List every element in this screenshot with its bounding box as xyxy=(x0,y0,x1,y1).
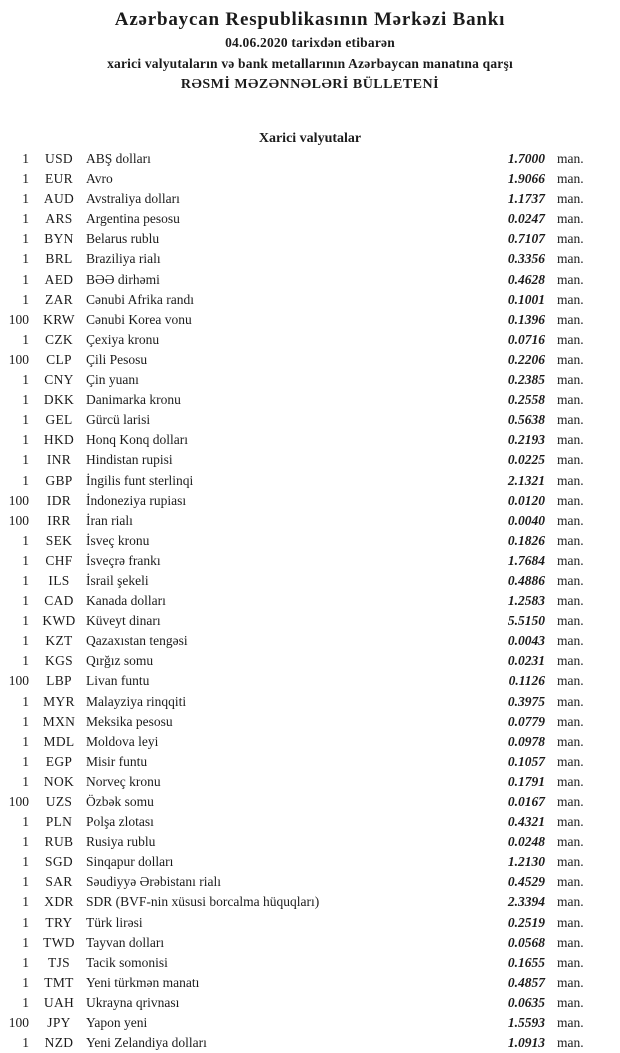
rate-value-cell: 0.0167 xyxy=(507,794,545,809)
currency-name-cell: Çexiya kronu xyxy=(86,331,160,347)
currency-name-cell: Norveç kronu xyxy=(86,773,161,789)
quantity-cell: 1 xyxy=(22,753,29,769)
currency-code-cell: KWD xyxy=(42,613,76,629)
rates-table xyxy=(0,149,620,1053)
currency-code-cell: UZS xyxy=(45,794,73,809)
currency-name-cell: Rusiya rublu xyxy=(86,834,156,850)
currency-name-cell: Danimarka kronu xyxy=(86,392,181,408)
currency-name-cell: Meksika pesosu xyxy=(86,713,173,729)
currency-code-cell: HKD xyxy=(43,432,75,448)
rate-value-cell: 0.0779 xyxy=(507,713,545,729)
rate-value-cell: 0.1057 xyxy=(507,753,545,769)
currency-code-cell: AUD xyxy=(43,191,75,207)
unit-label-cell: man. xyxy=(557,834,584,850)
rate-value-cell: 0.2558 xyxy=(507,392,545,408)
currency-code-cell: SEK xyxy=(45,532,73,548)
currency-code-cell: KRW xyxy=(43,311,75,327)
rate-value-cell: 0.2385 xyxy=(507,372,545,388)
currency-name-cell: İsveç kronu xyxy=(86,532,150,548)
currency-name-cell: Cənubi Afrika randı xyxy=(86,291,194,307)
currency-name-cell: İsveçrə frankı xyxy=(86,552,161,568)
currency-name-cell: Belarus rublu xyxy=(86,231,160,247)
rate-value-cell: 0.1826 xyxy=(507,532,545,548)
currency-code-cell: TJS xyxy=(48,954,70,970)
rate-value-cell: 0.1126 xyxy=(508,673,545,689)
currency-name-cell: Avro xyxy=(86,171,113,187)
rate-row xyxy=(0,812,620,832)
currency-name-cell: ABŞ dolları xyxy=(86,151,151,166)
rate-value-cell: 0.0043 xyxy=(507,633,545,649)
currency-code-cell: ARS xyxy=(45,211,73,227)
quantity-cell: 1 xyxy=(22,572,29,588)
quantity-cell: 1 xyxy=(22,874,29,890)
quantity-cell: 1 xyxy=(22,432,29,448)
currency-name-cell: Argentina pesosu xyxy=(86,211,180,227)
currency-name-cell: Tacik somonisi xyxy=(86,954,168,970)
quantity-cell: 1 xyxy=(22,653,29,669)
quantity-cell: 100 xyxy=(8,1015,29,1031)
quantity-cell: 1 xyxy=(22,914,29,930)
rate-row xyxy=(0,852,620,872)
rate-row xyxy=(0,330,620,350)
rate-row xyxy=(0,712,620,732)
quantity-cell: 1 xyxy=(22,974,29,990)
unit-label-cell: man. xyxy=(557,914,584,930)
currency-name-cell: Cənubi Korea vonu xyxy=(86,311,192,327)
currency-code-cell: MYR xyxy=(43,693,75,709)
rate-value-cell: 1.9066 xyxy=(507,171,545,187)
currency-name-cell: Qazaxıstan tengəsi xyxy=(86,633,188,649)
unit-label-cell: man. xyxy=(557,1015,584,1031)
rate-value-cell: 0.7107 xyxy=(507,231,545,247)
rate-value-cell: 1.7684 xyxy=(507,552,545,568)
unit-label-cell: man. xyxy=(557,412,584,428)
currency-name-cell: Küveyt dinarı xyxy=(86,613,161,629)
rate-value-cell: 1.7000 xyxy=(507,151,545,166)
bank-name-title: Azərbaycan Respublikasının Mərkəzi Bankı xyxy=(114,9,506,30)
rate-row xyxy=(0,671,620,691)
currency-code-cell: TWD xyxy=(43,934,75,950)
unit-label-cell: man. xyxy=(557,151,584,166)
rate-value-cell: 0.2206 xyxy=(507,351,545,367)
rate-row xyxy=(0,692,620,712)
unit-label-cell: man. xyxy=(557,231,584,247)
quantity-cell: 1 xyxy=(22,372,29,388)
section-title-foreign-currencies: Xarici valyutalar xyxy=(258,131,362,146)
currency-name-cell: İran rialı xyxy=(86,512,133,528)
rate-row xyxy=(0,290,620,310)
quantity-cell: 1 xyxy=(22,814,29,830)
rate-value-cell: 0.0716 xyxy=(507,331,545,347)
currency-code-cell: DKK xyxy=(43,392,75,408)
unit-label-cell: man. xyxy=(557,854,584,870)
currency-code-cell: KZT xyxy=(45,633,73,649)
unit-label-cell: man. xyxy=(557,1035,584,1051)
rate-value-cell: 0.4857 xyxy=(507,974,545,990)
unit-label-cell: man. xyxy=(557,572,584,588)
currency-code-cell: CHF xyxy=(45,552,73,568)
unit-label-cell: man. xyxy=(557,351,584,367)
rate-row xyxy=(0,732,620,752)
unit-label-cell: man. xyxy=(557,773,584,789)
currency-code-cell: RUB xyxy=(44,834,74,850)
currency-name-cell: İngilis funt sterlinqi xyxy=(86,472,194,488)
rate-value-cell: 0.0120 xyxy=(507,492,545,508)
rate-value-cell: 0.4628 xyxy=(507,271,545,287)
currency-code-cell: ZAR xyxy=(45,291,73,307)
rate-row xyxy=(0,872,620,892)
currency-name-cell: Çili Pesosu xyxy=(86,351,148,367)
currency-code-cell: ILS xyxy=(48,572,70,588)
unit-label-cell: man. xyxy=(557,432,584,448)
currency-name-cell: Ukrayna qrivnası xyxy=(86,994,180,1010)
quantity-cell: 1 xyxy=(22,291,29,307)
rate-row xyxy=(0,209,620,229)
quantity-cell: 1 xyxy=(22,392,29,408)
unit-label-cell: man. xyxy=(557,814,584,830)
currency-name-cell: İsrail şekeli xyxy=(86,572,149,588)
rate-value-cell: 0.1001 xyxy=(507,291,545,307)
rate-value-cell: 0.4321 xyxy=(507,814,545,830)
rate-value-cell: 0.0635 xyxy=(507,994,545,1010)
rate-row xyxy=(0,350,620,370)
currency-code-cell: CZK xyxy=(45,331,73,347)
quantity-cell: 100 xyxy=(8,794,29,809)
currency-name-cell: Moldova leyi xyxy=(86,733,159,749)
quantity-cell: 1 xyxy=(22,532,29,548)
currency-name-cell: BƏƏ dirhəmi xyxy=(86,271,160,287)
currency-code-cell: LBP xyxy=(46,673,72,689)
unit-label-cell: man. xyxy=(557,271,584,287)
rate-row xyxy=(0,892,620,912)
unit-label-cell: man. xyxy=(557,211,584,227)
currency-code-cell: TRY xyxy=(45,914,73,930)
unit-label-cell: man. xyxy=(557,653,584,669)
currency-code-cell: SAR xyxy=(45,874,73,890)
currency-code-cell: CAD xyxy=(44,593,74,609)
rate-row xyxy=(0,410,620,430)
quantity-cell: 1 xyxy=(22,552,29,568)
rate-row xyxy=(0,491,620,511)
currency-code-cell: SGD xyxy=(45,854,73,870)
unit-label-cell: man. xyxy=(557,613,584,629)
currency-name-cell: Çin yuanı xyxy=(86,372,139,388)
rate-value-cell: 0.0248 xyxy=(507,834,545,850)
currency-code-cell: IDR xyxy=(46,492,72,508)
rate-row xyxy=(0,531,620,551)
currency-name-cell: Yeni türkmən manatı xyxy=(86,974,200,990)
quantity-cell: 1 xyxy=(22,211,29,227)
unit-label-cell: man. xyxy=(557,994,584,1010)
currency-name-cell: Yapon yeni xyxy=(86,1015,148,1031)
effective-date-line: 04.06.2020 tarixdən etibarən xyxy=(225,35,395,50)
currency-name-cell: Səudiyyə Ərəbistanı rialı xyxy=(86,874,221,890)
rate-row xyxy=(0,993,620,1013)
quantity-cell: 1 xyxy=(22,251,29,267)
currency-name-cell: Sinqapur dolları xyxy=(86,854,174,870)
currency-code-cell: GBP xyxy=(45,472,73,488)
currency-code-cell: USD xyxy=(45,151,73,166)
rate-row xyxy=(0,651,620,671)
unit-label-cell: man. xyxy=(557,191,584,207)
quantity-cell: 1 xyxy=(22,151,29,166)
rate-value-cell: 2.1321 xyxy=(507,472,545,488)
rate-row xyxy=(0,611,620,631)
quantity-cell: 1 xyxy=(22,854,29,870)
rate-value-cell: 5.5150 xyxy=(507,613,545,629)
rate-row xyxy=(0,229,620,249)
rate-value-cell: 0.2193 xyxy=(507,432,545,448)
unit-label-cell: man. xyxy=(557,934,584,950)
quantity-cell: 100 xyxy=(8,351,29,367)
rate-row xyxy=(0,149,620,169)
quantity-cell: 1 xyxy=(22,231,29,247)
bulletin-title: RƏSMİ MƏZƏNNƏLƏRİ BÜLLETENİ xyxy=(180,77,440,92)
currency-code-cell: AED xyxy=(44,271,74,287)
rate-row xyxy=(0,310,620,330)
rate-value-cell: 1.2583 xyxy=(507,593,545,609)
unit-label-cell: man. xyxy=(557,372,584,388)
rate-row xyxy=(0,953,620,973)
rate-row xyxy=(0,591,620,611)
rate-value-cell: 2.3394 xyxy=(507,894,545,910)
rate-value-cell: 1.0913 xyxy=(507,1035,545,1051)
unit-label-cell: man. xyxy=(557,974,584,990)
currency-name-cell: Qırğız somu xyxy=(86,653,154,669)
rate-value-cell: 1.2130 xyxy=(507,854,545,870)
currency-name-cell: İndoneziya rupiası xyxy=(86,492,187,508)
rate-value-cell: 0.0040 xyxy=(507,512,545,528)
rate-value-cell: 0.5638 xyxy=(507,412,545,428)
quantity-cell: 1 xyxy=(22,934,29,950)
rate-value-cell: 0.4886 xyxy=(507,572,545,588)
currency-code-cell: MDL xyxy=(43,733,75,749)
rate-row xyxy=(0,752,620,772)
quantity-cell: 1 xyxy=(22,472,29,488)
currency-code-cell: EGP xyxy=(45,753,73,769)
currency-code-cell: JPY xyxy=(47,1015,71,1031)
unit-label-cell: man. xyxy=(557,693,584,709)
rate-row xyxy=(0,249,620,269)
rate-value-cell: 0.0231 xyxy=(507,653,545,669)
rate-row xyxy=(0,913,620,933)
currency-code-cell: EUR xyxy=(45,171,73,187)
currency-name-cell: Yeni Zelandiya dolları xyxy=(86,1035,207,1051)
rate-row xyxy=(0,1033,620,1053)
unit-label-cell: man. xyxy=(557,251,584,267)
quantity-cell: 100 xyxy=(8,311,29,327)
currency-code-cell: CNY xyxy=(44,372,74,388)
currency-code-cell: CLP xyxy=(46,351,72,367)
unit-label-cell: man. xyxy=(557,311,584,327)
rate-value-cell: 0.0568 xyxy=(507,934,545,950)
quantity-cell: 1 xyxy=(22,271,29,287)
rate-row xyxy=(0,551,620,571)
currency-code-cell: PLN xyxy=(45,814,73,830)
unit-label-cell: man. xyxy=(557,492,584,508)
unit-label-cell: man. xyxy=(557,472,584,488)
unit-label-cell: man. xyxy=(557,552,584,568)
rate-value-cell: 0.1655 xyxy=(507,954,545,970)
currency-code-cell: NZD xyxy=(44,1035,74,1051)
rate-value-cell: 1.5593 xyxy=(507,1015,545,1031)
quantity-cell: 1 xyxy=(22,613,29,629)
currency-code-cell: NOK xyxy=(43,773,75,789)
rate-row xyxy=(0,772,620,792)
rate-value-cell: 0.1791 xyxy=(507,773,545,789)
quantity-cell: 1 xyxy=(22,1035,29,1051)
currency-name-cell: Tayvan dolları xyxy=(86,934,165,950)
quantity-cell: 1 xyxy=(22,773,29,789)
rate-row xyxy=(0,189,620,209)
rate-row xyxy=(0,390,620,410)
unit-label-cell: man. xyxy=(557,633,584,649)
currency-name-cell: Malayziya rinqqiti xyxy=(86,693,187,709)
currency-code-cell: TMT xyxy=(44,974,74,990)
unit-label-cell: man. xyxy=(557,954,584,970)
quantity-cell: 1 xyxy=(22,452,29,468)
rate-row xyxy=(0,792,620,812)
quantity-cell: 1 xyxy=(22,713,29,729)
rate-row xyxy=(0,430,620,450)
unit-label-cell: man. xyxy=(557,794,584,809)
rate-row xyxy=(0,832,620,852)
currency-code-cell: IRR xyxy=(47,512,71,528)
rate-value-cell: 1.1737 xyxy=(507,191,545,207)
unit-label-cell: man. xyxy=(557,331,584,347)
rate-value-cell: 0.0225 xyxy=(507,452,545,468)
unit-label-cell: man. xyxy=(557,713,584,729)
currency-name-cell: Misir funtu xyxy=(86,753,148,769)
unit-label-cell: man. xyxy=(557,291,584,307)
rate-row xyxy=(0,1013,620,1033)
unit-label-cell: man. xyxy=(557,894,584,910)
rate-row xyxy=(0,933,620,953)
currency-code-cell: UAH xyxy=(43,994,75,1010)
rate-value-cell: 0.3975 xyxy=(507,693,545,709)
rate-value-cell: 0.2519 xyxy=(507,914,545,930)
rate-row xyxy=(0,370,620,390)
rate-value-cell: 0.4529 xyxy=(507,874,545,890)
quantity-cell: 1 xyxy=(22,834,29,850)
rate-row xyxy=(0,471,620,491)
currency-code-cell: XDR xyxy=(44,894,74,910)
unit-label-cell: man. xyxy=(557,171,584,187)
rate-row xyxy=(0,631,620,651)
currency-name-cell: Livan funtu xyxy=(86,673,150,689)
currency-name-cell: SDR (BVF-nin xüsusi borcalma hüquqları) xyxy=(86,894,320,910)
currency-code-cell: KGS xyxy=(45,653,73,669)
currency-name-cell: Honq Konq dolları xyxy=(86,432,188,448)
unit-label-cell: man. xyxy=(557,673,584,689)
currency-name-cell: Gürcü larisi xyxy=(86,412,151,428)
quantity-cell: 1 xyxy=(22,191,29,207)
currency-code-cell: BYN xyxy=(44,231,74,247)
rate-row xyxy=(0,571,620,591)
currency-code-cell: INR xyxy=(46,452,72,468)
quantity-cell: 100 xyxy=(8,512,29,528)
rate-row xyxy=(0,973,620,993)
currency-name-cell: Hindistan rupisi xyxy=(86,452,173,468)
rate-row xyxy=(0,270,620,290)
unit-label-cell: man. xyxy=(557,593,584,609)
currency-code-cell: GEL xyxy=(45,412,73,428)
rate-row xyxy=(0,511,620,531)
quantity-cell: 1 xyxy=(22,593,29,609)
unit-label-cell: man. xyxy=(557,532,584,548)
quantity-cell: 1 xyxy=(22,331,29,347)
currency-name-cell: Özbək somu xyxy=(86,794,154,809)
unit-label-cell: man. xyxy=(557,452,584,468)
rate-value-cell: 0.1396 xyxy=(507,311,545,327)
quantity-cell: 1 xyxy=(22,412,29,428)
unit-label-cell: man. xyxy=(557,392,584,408)
unit-label-cell: man. xyxy=(557,874,584,890)
description-line: xarici valyutaların və bank metallarının Azərbaycan manatına qarşı xyxy=(107,56,513,71)
rate-value-cell: 0.3356 xyxy=(507,251,545,267)
quantity-cell: 100 xyxy=(8,673,29,689)
currency-name-cell: Kanada dolları xyxy=(86,593,166,609)
currency-code-cell: BRL xyxy=(45,251,73,267)
quantity-cell: 1 xyxy=(22,171,29,187)
quantity-cell: 100 xyxy=(8,492,29,508)
currency-name-cell: Avstraliya dolları xyxy=(86,191,180,207)
rate-row xyxy=(0,450,620,470)
rate-value-cell: 0.0978 xyxy=(507,733,545,749)
unit-label-cell: man. xyxy=(557,753,584,769)
quantity-cell: 1 xyxy=(22,633,29,649)
rate-value-cell: 0.0247 xyxy=(507,211,545,227)
currency-name-cell: Türk lirəsi xyxy=(86,914,143,930)
quantity-cell: 1 xyxy=(22,733,29,749)
unit-label-cell: man. xyxy=(557,512,584,528)
currency-code-cell: MXN xyxy=(42,713,76,729)
currency-name-cell: Polşa zlotası xyxy=(86,814,154,830)
unit-label-cell: man. xyxy=(557,733,584,749)
quantity-cell: 1 xyxy=(22,994,29,1010)
rate-row xyxy=(0,169,620,189)
currency-name-cell: Braziliya rialı xyxy=(86,251,161,267)
quantity-cell: 1 xyxy=(22,693,29,709)
quantity-cell: 1 xyxy=(22,954,29,970)
quantity-cell: 1 xyxy=(22,894,29,910)
